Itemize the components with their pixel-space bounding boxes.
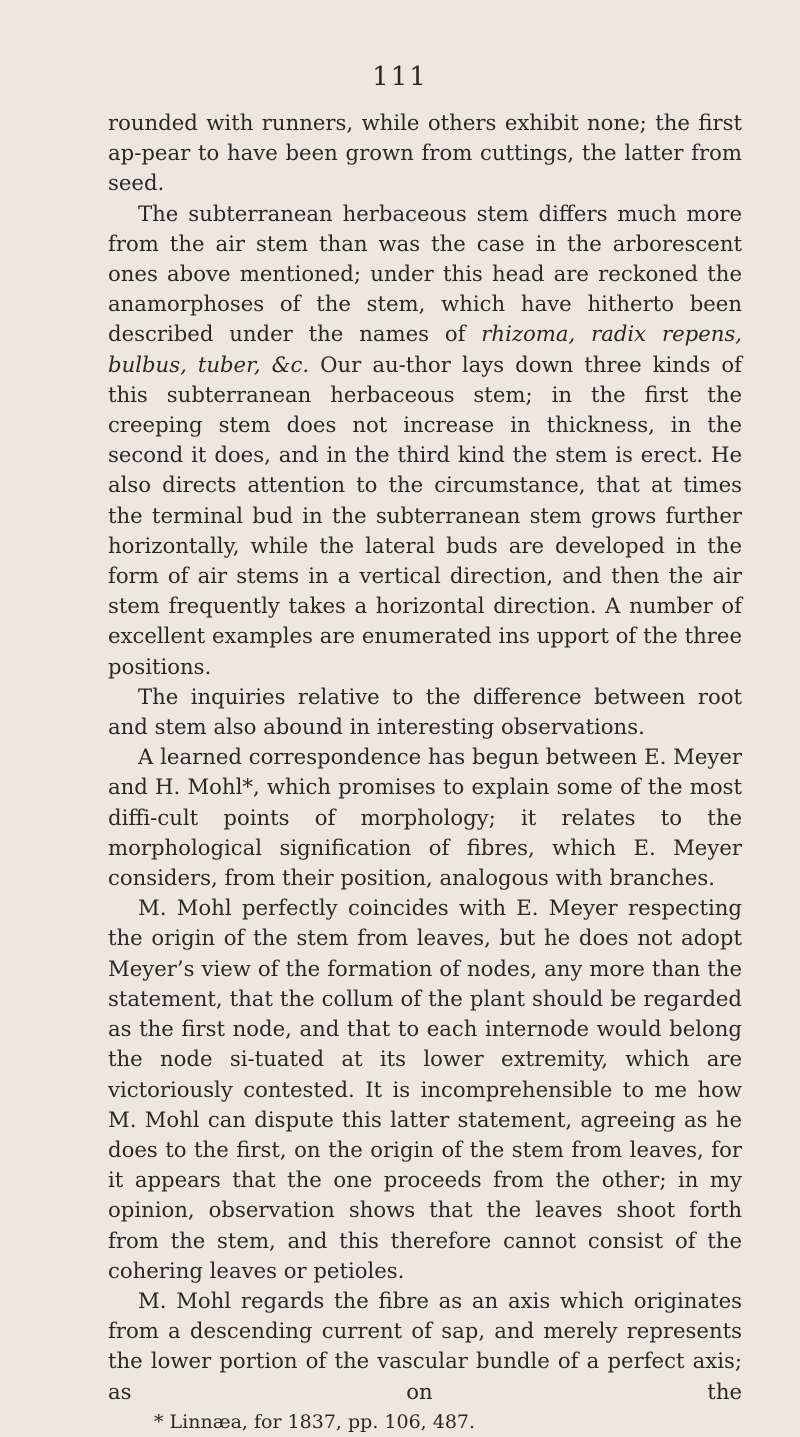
paragraph-correspondence: A learned correspondence has begun between E. Meyer and H. Mohl*, which promises to explain some of the most diffi-cult points of morphology; it relates to the morphological signification of fibres, which E. Meyer considers, from their position, analogous with branches. [108, 744, 742, 891]
page-number: 111 [372, 62, 428, 92]
footnote: * Linnæa, for 1837, pp. 106, 487. [154, 1410, 476, 1433]
body-text [108, 108, 742, 1437]
italic-terms: rhizoma, radix repens, bulbus, tuber, &c. [108, 321, 743, 377]
paragraph-continuation: rounded with runners, while others exhibit none; the first ap-pear to have been grown from cuttings, the latter from seed. [108, 110, 742, 196]
paragraph-root-stem: The inquiries relative to the difference between root and stem also abound in interesting observations. [108, 683, 742, 740]
paragraph-subterranean-stem [108, 199, 742, 682]
paragraph-fibre-axis: M. Mohl regards the fibre as an axis which originates from a descending current of sap, and merely represents the lower portion of the vascular bundle of a perfect axis; as on the [108, 1287, 742, 1404]
paragraph-mohl-meyer: M. Mohl perfectly coincides with E. Meyer respecting the origin of the stem from leaves, but he does not adopt Meyer’s view of the formation of nodes, any more than the statement, that the collum of the plant should be regarded as the first node, and that to each internode would belong the node si-tuated at its lower extremity, which are victoriously contested. It is incomprehensible to me how M. Mohl can dispute this latter statement, agreeing as he does to the first, on the origin of the stem from leaves, for it appears that the one proceeds from the other; in my opinion, observation shows that the leaves shoot forth from the stem, and this therefore cannot consist of the cohering leaves or petioles. [108, 895, 742, 1283]
paragraph-text: Our au-thor lays down three kinds of this subterranean herbaceous stem; in the first the creeping stem does not increase in thickness, in the second it does, and in the third kind the stem is erect. He also directs attention to the circumstance, that at times the terminal bud in the subterranean stem grows further horizontally, while the lateral buds are developed in the form of air stems in a vertical direction, and then the air stem frequently takes a horizontal direction. A number of excellent examples are enumerated ins upport of the three positions. [108, 351, 742, 679]
paragraph-text: The subterranean herbaceous stem differs much more from the air stem than was the case in the arborescent ones above mentioned; under this head are reckoned the anamorphoses of the stem, which have hitherto been described under the names of [108, 200, 742, 347]
